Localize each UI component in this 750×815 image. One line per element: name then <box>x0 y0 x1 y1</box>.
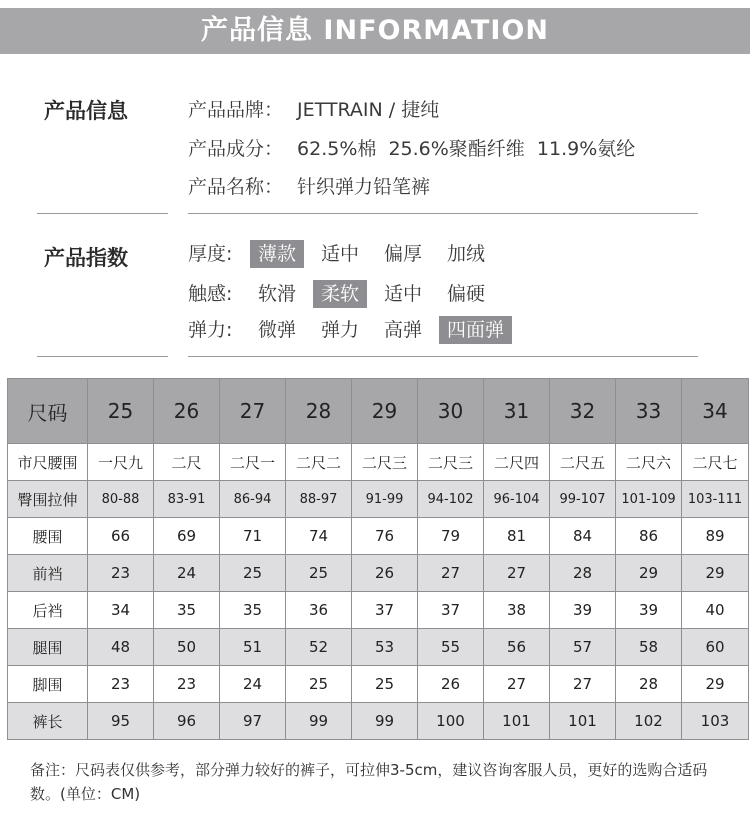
product-index-label: 产品指数 <box>44 246 128 270</box>
table-cell: 81 <box>484 518 550 555</box>
header-cell: 26 <box>154 379 220 444</box>
table-cell: 25 <box>352 666 418 703</box>
table-cell: 79 <box>418 518 484 555</box>
elasticity-option: 弹力 <box>321 319 360 341</box>
table-cell: 88-97 <box>286 481 352 518</box>
table-cell: 28 <box>616 666 682 703</box>
table-cell: 40 <box>682 592 749 629</box>
name-line <box>188 172 430 199</box>
table-cell: 34 <box>88 592 154 629</box>
table-cell: 89 <box>682 518 749 555</box>
table-cell: 69 <box>154 518 220 555</box>
table-cell: 二尺四 <box>484 444 550 481</box>
table-cell: 23 <box>154 666 220 703</box>
table-cell: 二尺七 <box>682 444 749 481</box>
table-cell: 29 <box>616 555 682 592</box>
table-cell: 26 <box>418 666 484 703</box>
table-cell: 103 <box>682 703 749 740</box>
table-cell: 86-94 <box>220 481 286 518</box>
row-label-cell: 前裆 <box>8 555 88 592</box>
table-row <box>8 592 749 629</box>
table-cell: 56 <box>484 629 550 666</box>
table-cell: 58 <box>616 629 682 666</box>
elasticity-option: 微弹 <box>258 319 297 341</box>
table-cell: 101 <box>484 703 550 740</box>
table-cell: 二尺六 <box>616 444 682 481</box>
table-cell: 101-109 <box>616 481 682 518</box>
table-cell: 35 <box>220 592 286 629</box>
table-cell: 29 <box>682 555 749 592</box>
header-cell: 30 <box>418 379 484 444</box>
table-cell: 37 <box>418 592 484 629</box>
header-cell: 29 <box>352 379 418 444</box>
table-cell: 101 <box>550 703 616 740</box>
elasticity-option: 四面弹 <box>439 316 512 344</box>
table-cell: 二尺二 <box>286 444 352 481</box>
table-cell: 24 <box>154 555 220 592</box>
table-cell: 66 <box>88 518 154 555</box>
elasticity-label: 弹力: <box>188 319 233 341</box>
table-cell: 99-107 <box>550 481 616 518</box>
table-cell: 55 <box>418 629 484 666</box>
table-cell: 52 <box>286 629 352 666</box>
table-cell: 二尺 <box>154 444 220 481</box>
thickness-option: 薄款 <box>250 240 304 268</box>
table-cell: 80-88 <box>88 481 154 518</box>
brand-value: JETTRAIN / 捷纯 <box>297 99 440 121</box>
header-cell: 32 <box>550 379 616 444</box>
table-cell: 23 <box>88 666 154 703</box>
thickness-label: 厚度: <box>188 243 233 265</box>
table-cell: 23 <box>88 555 154 592</box>
table-cell: 二尺一 <box>220 444 286 481</box>
row-label-cell: 臀围拉伸 <box>8 481 88 518</box>
table-cell: 91-99 <box>352 481 418 518</box>
table-cell: 102 <box>616 703 682 740</box>
row-label-cell: 脚围 <box>8 666 88 703</box>
table-cell: 25 <box>286 666 352 703</box>
table-cell: 36 <box>286 592 352 629</box>
thickness-row <box>188 240 502 268</box>
table-row <box>8 703 749 740</box>
composition-value: 62.5%棉 25.6%聚酯纤维 11.9%氨纶 <box>297 138 636 160</box>
table-cell: 24 <box>220 666 286 703</box>
elasticity-option: 高弹 <box>384 319 423 341</box>
table-row <box>8 666 749 703</box>
table-cell: 37 <box>352 592 418 629</box>
table-row <box>8 629 749 666</box>
product-info-label: 产品信息 <box>44 99 128 123</box>
row-label-cell: 裤长 <box>8 703 88 740</box>
table-cell: 103-111 <box>682 481 749 518</box>
divider-right-1 <box>188 213 698 214</box>
thickness-option: 偏厚 <box>384 243 423 265</box>
row-label-cell: 腿围 <box>8 629 88 666</box>
table-cell: 25 <box>286 555 352 592</box>
header-cell: 28 <box>286 379 352 444</box>
table-cell: 86 <box>616 518 682 555</box>
table-cell: 25 <box>220 555 286 592</box>
table-cell: 84 <box>550 518 616 555</box>
thickness-option: 加绒 <box>447 243 486 265</box>
touch-option: 柔软 <box>313 280 367 308</box>
name-label: 产品名称： <box>188 176 284 198</box>
table-row <box>8 481 749 518</box>
table-row <box>8 518 749 555</box>
touch-option: 适中 <box>384 283 423 305</box>
table-cell: 99 <box>352 703 418 740</box>
table-cell: 95 <box>88 703 154 740</box>
composition-line <box>188 134 635 161</box>
table-cell: 96 <box>154 703 220 740</box>
table-cell: 50 <box>154 629 220 666</box>
touch-option: 软滑 <box>258 283 297 305</box>
table-cell: 二尺五 <box>550 444 616 481</box>
divider-right-2 <box>188 356 698 357</box>
size-header-row <box>8 379 749 444</box>
table-cell: 35 <box>154 592 220 629</box>
header-cell: 31 <box>484 379 550 444</box>
elasticity-row <box>188 316 521 344</box>
header-cell: 25 <box>88 379 154 444</box>
table-cell: 97 <box>220 703 286 740</box>
table-cell: 27 <box>484 666 550 703</box>
row-label-cell: 后裆 <box>8 592 88 629</box>
table-cell: 二尺三 <box>418 444 484 481</box>
size-chart-table <box>7 378 749 740</box>
table-row <box>8 555 749 592</box>
header-cell: 尺码 <box>8 379 88 444</box>
touch-row <box>188 280 502 308</box>
table-cell: 二尺三 <box>352 444 418 481</box>
brand-label: 产品品牌： <box>188 99 284 121</box>
table-cell: 48 <box>88 629 154 666</box>
table-cell: 100 <box>418 703 484 740</box>
table-cell: 38 <box>484 592 550 629</box>
table-cell: 27 <box>550 666 616 703</box>
table-cell: 53 <box>352 629 418 666</box>
table-cell: 99 <box>286 703 352 740</box>
row-label-cell: 市尺腰围 <box>8 444 88 481</box>
table-cell: 29 <box>682 666 749 703</box>
table-row <box>8 444 749 481</box>
divider-left-1 <box>37 213 168 214</box>
table-cell: 27 <box>484 555 550 592</box>
table-cell: 83-91 <box>154 481 220 518</box>
table-cell: 28 <box>550 555 616 592</box>
thickness-option: 适中 <box>321 243 360 265</box>
table-cell: 74 <box>286 518 352 555</box>
info-banner: 产品信息 INFORMATION <box>0 8 750 54</box>
table-cell: 51 <box>220 629 286 666</box>
brand-line <box>188 95 439 122</box>
table-cell: 一尺九 <box>88 444 154 481</box>
header-cell: 33 <box>616 379 682 444</box>
table-cell: 96-104 <box>484 481 550 518</box>
table-cell: 60 <box>682 629 749 666</box>
composition-label: 产品成分： <box>188 138 284 160</box>
table-cell: 27 <box>418 555 484 592</box>
table-cell: 39 <box>616 592 682 629</box>
touch-label: 触感: <box>188 283 233 305</box>
divider-left-2 <box>37 356 168 357</box>
row-label-cell: 腰围 <box>8 518 88 555</box>
touch-option: 偏硬 <box>447 283 486 305</box>
table-cell: 26 <box>352 555 418 592</box>
table-cell: 94-102 <box>418 481 484 518</box>
name-value: 针织弹力铅笔裤 <box>297 176 431 198</box>
footnote: 备注：尺码表仅供参考，部分弹力较好的裤子，可拉伸3-5cm，建议咨询客服人员，更好的选购合适码数。(单位：CM) <box>30 761 708 803</box>
table-cell: 57 <box>550 629 616 666</box>
table-cell: 71 <box>220 518 286 555</box>
table-cell: 76 <box>352 518 418 555</box>
header-cell: 27 <box>220 379 286 444</box>
table-cell: 39 <box>550 592 616 629</box>
header-cell: 34 <box>682 379 749 444</box>
